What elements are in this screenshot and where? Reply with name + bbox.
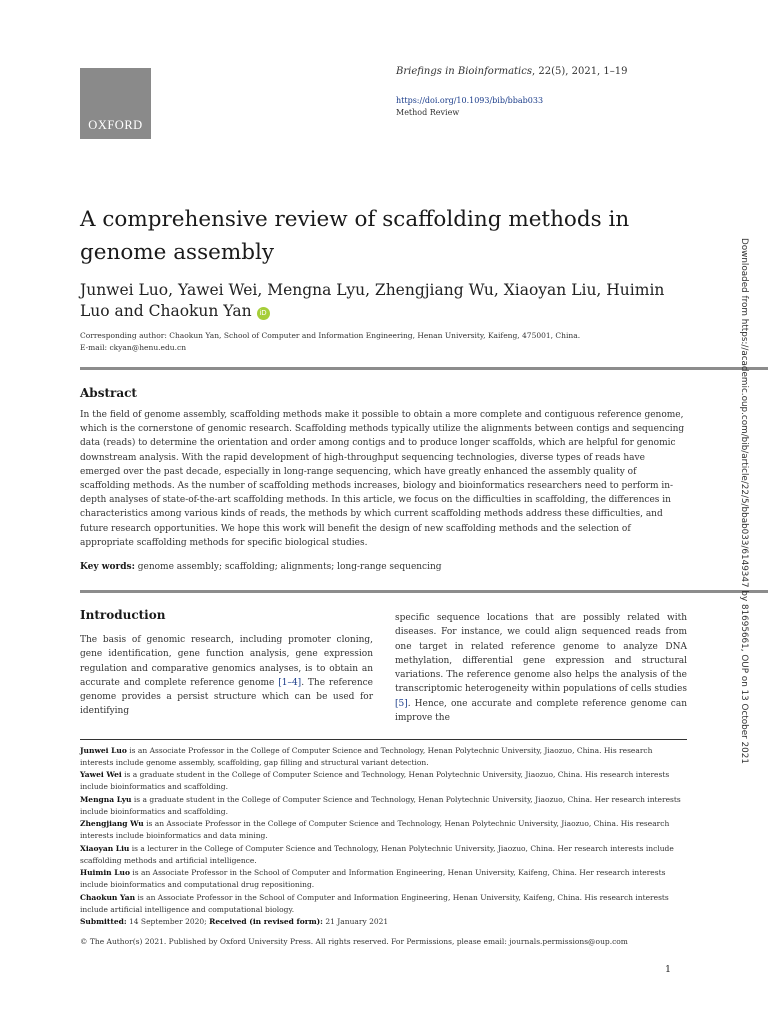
- bio-text: is an Associate Professor in the School of Computer and Information Engineering, Henan University, Kaifeng, China. Her research interests include bioinformatics and computational drug repositioning.: [80, 868, 666, 890]
- author-bio: [80, 745, 687, 768]
- submitted-label: Submitted:: [80, 917, 127, 927]
- intro-left-text-2: . The reference genome provides a persist structure which can be used for identifying: [80, 677, 373, 717]
- introduction-heading: Introduction: [80, 608, 166, 622]
- intro-right-text-2: . Hence, one accurate and complete reference genome can improve the: [395, 698, 687, 724]
- abstract-text: In the field of genome assembly, scaffolding methods make it possible to obtain a more complete and contiguous reference genome, which is the cornerstone of genomic research. Scaffolding methods typically utilize the alignments between contigs and sequencing data (reads) to determine the orientation and order among contigs and to produce longer scaffolds, which are helpful for genomic downstream analysis. With the rapid development of high-throughput sequencing technologies, diverse types of reads have emerged over the past decade, especially in long-range sequencing, which have greatly enhanced the assembly quality of scaffolding methods. As the number of scaffolding methods increases, biology and bioinformatics researchers need to perform in-depth analyses of state-of-the-art scaffolding methods. In this article, we focus on the difficulties in scaffolding, the differences in characteristics among various kinds of reads, the methods by which current scaffolding methods address these difficulties, and future research opportunities. We hope this work will benefit the design of new scaffolding methods and the selection of appropriate scaffolding methods for specific biological studies.: [80, 410, 685, 548]
- article-type: Method Review: [396, 108, 460, 117]
- author-bio: [80, 843, 687, 866]
- author-bio: [80, 867, 687, 890]
- section-divider: [80, 367, 768, 370]
- bio-name: Mengna Lyu: [80, 794, 132, 804]
- corresponding-address: Corresponding author: Chaokun Yan, School of Computer and Information Engineering, Henan University, Kaifeng, 475001, China.: [80, 331, 581, 340]
- intro-left-text: The basis of genomic research, including promoter cloning, gene identification, gene function analysis, gene expression regulation and comparative genomics analyses, is to obtain an accurate and complete reference genome: [80, 635, 373, 688]
- bio-name: Junwei Luo: [80, 746, 127, 755]
- revised-date: 21 January 2021: [322, 917, 389, 927]
- revised-label: Received (in revised form):: [209, 917, 323, 927]
- introduction-right-column: [395, 611, 687, 725]
- submission-dates: [80, 916, 687, 928]
- orcid-icon[interactable]: iD: [257, 307, 270, 320]
- intro-right-text: specific sequence locations that are possibly related with diseases. For instance, we could align sequenced reads from one target in related reference genome to analyze DNA methylation, differential gene expression and structural variations. The reference genome also helps the analysis of the transcriptomic heterogeneity within populations of cells studies: [395, 613, 687, 695]
- abstract-heading: Abstract: [80, 386, 137, 400]
- corresponding-author: [80, 330, 580, 353]
- oxford-logo: [80, 68, 151, 139]
- introduction-left-column: [80, 633, 373, 719]
- citation-link[interactable]: [1–4]: [278, 677, 302, 688]
- article-title: A comprehensive review of scaffolding methods in genome assembly: [80, 207, 630, 265]
- author-bio: [80, 794, 687, 817]
- author-bio: [80, 818, 687, 841]
- citation-details: , 22(5), 2021, 1–19: [532, 66, 628, 77]
- citation-link[interactable]: [5]: [395, 698, 408, 709]
- copyright-notice: © The Author(s) 2021. Published by Oxford University Press. All rights reserved. For Permissions, please email: journals.permissions@oup.com: [80, 937, 628, 946]
- bio-text: is an Associate Professor in the College of Computer Science and Technology, Henan Polytechnic University, Jiaozuo, China. His research interests include bioinformatics and data mining.: [80, 819, 670, 841]
- corresponding-email: E-mail: ckyan@henu.edu.cn: [80, 342, 187, 352]
- bio-text: is an Associate Professor in the School of Computer and Information Engineering, Henan University, Kaifeng, China. His research interests include artificial intelligence and computational biology.: [80, 892, 669, 914]
- doi-link[interactable]: https://doi.org/10.1093/bib/bbab033: [396, 96, 544, 105]
- bio-name: Yawei Wei: [80, 770, 122, 780]
- submitted-date: 14 September 2020;: [126, 917, 207, 927]
- bio-name: Zhengjiang Wu: [80, 819, 144, 829]
- author-bio: [80, 892, 687, 915]
- bio-text: is a graduate student in the College of Computer Science and Technology, Henan Polytechnic University, Jiaozuo, China. His research interests include bioinformatics and scaffolding.: [80, 770, 670, 792]
- bio-text: is a lecturer in the College of Computer Science and Technology, Henan Polytechnic University, Jiaozuo, China. Her research interests include scaffolding methods and artificial intelligence.: [80, 843, 674, 865]
- journal-name: Briefings in Bioinformatics: [396, 66, 532, 77]
- bio-name: Chaokun Yan: [80, 892, 136, 902]
- author-list: [80, 280, 680, 322]
- download-watermark: Downloaded from https://academic.oup.com/bib/article/22/5/bbab033/6149347 by 81695661, OUP on 13 October 2021: [739, 238, 749, 764]
- keywords: [80, 562, 442, 572]
- bio-text: is an Associate Professor in the College of Computer Science and Technology, Henan Polytechnic University, Jiaozuo, China. His research interests include genome assembly, scaffolding, gap filling and structural variant detection.: [80, 746, 653, 767]
- keywords-text: genome assembly; scaffolding; alignments; long-range sequencing: [134, 562, 442, 572]
- logo-text: OXFORD: [88, 118, 143, 132]
- author-bio: [80, 769, 687, 792]
- journal-citation: [396, 66, 628, 77]
- bio-text: is a graduate student in the College of Computer Science and Technology, Henan Polytechnic University, Jiaozuo, China. Her research interests include bioinformatics and scaffolding.: [80, 794, 681, 816]
- keywords-label: Key words:: [80, 562, 135, 572]
- section-divider: [80, 590, 768, 593]
- bio-name: Xiaoyan Liu: [80, 843, 130, 853]
- bio-name: Huimin Luo: [80, 868, 130, 878]
- footnote-divider: [80, 739, 687, 740]
- author-biographies: [80, 745, 687, 929]
- page-number: 1: [665, 964, 672, 975]
- authors-text: Junwei Luo, Yawei Wei, Mengna Lyu, Zhengjiang Wu, Xiaoyan Liu, Huimin Luo and Chaokun Yan: [80, 281, 665, 320]
